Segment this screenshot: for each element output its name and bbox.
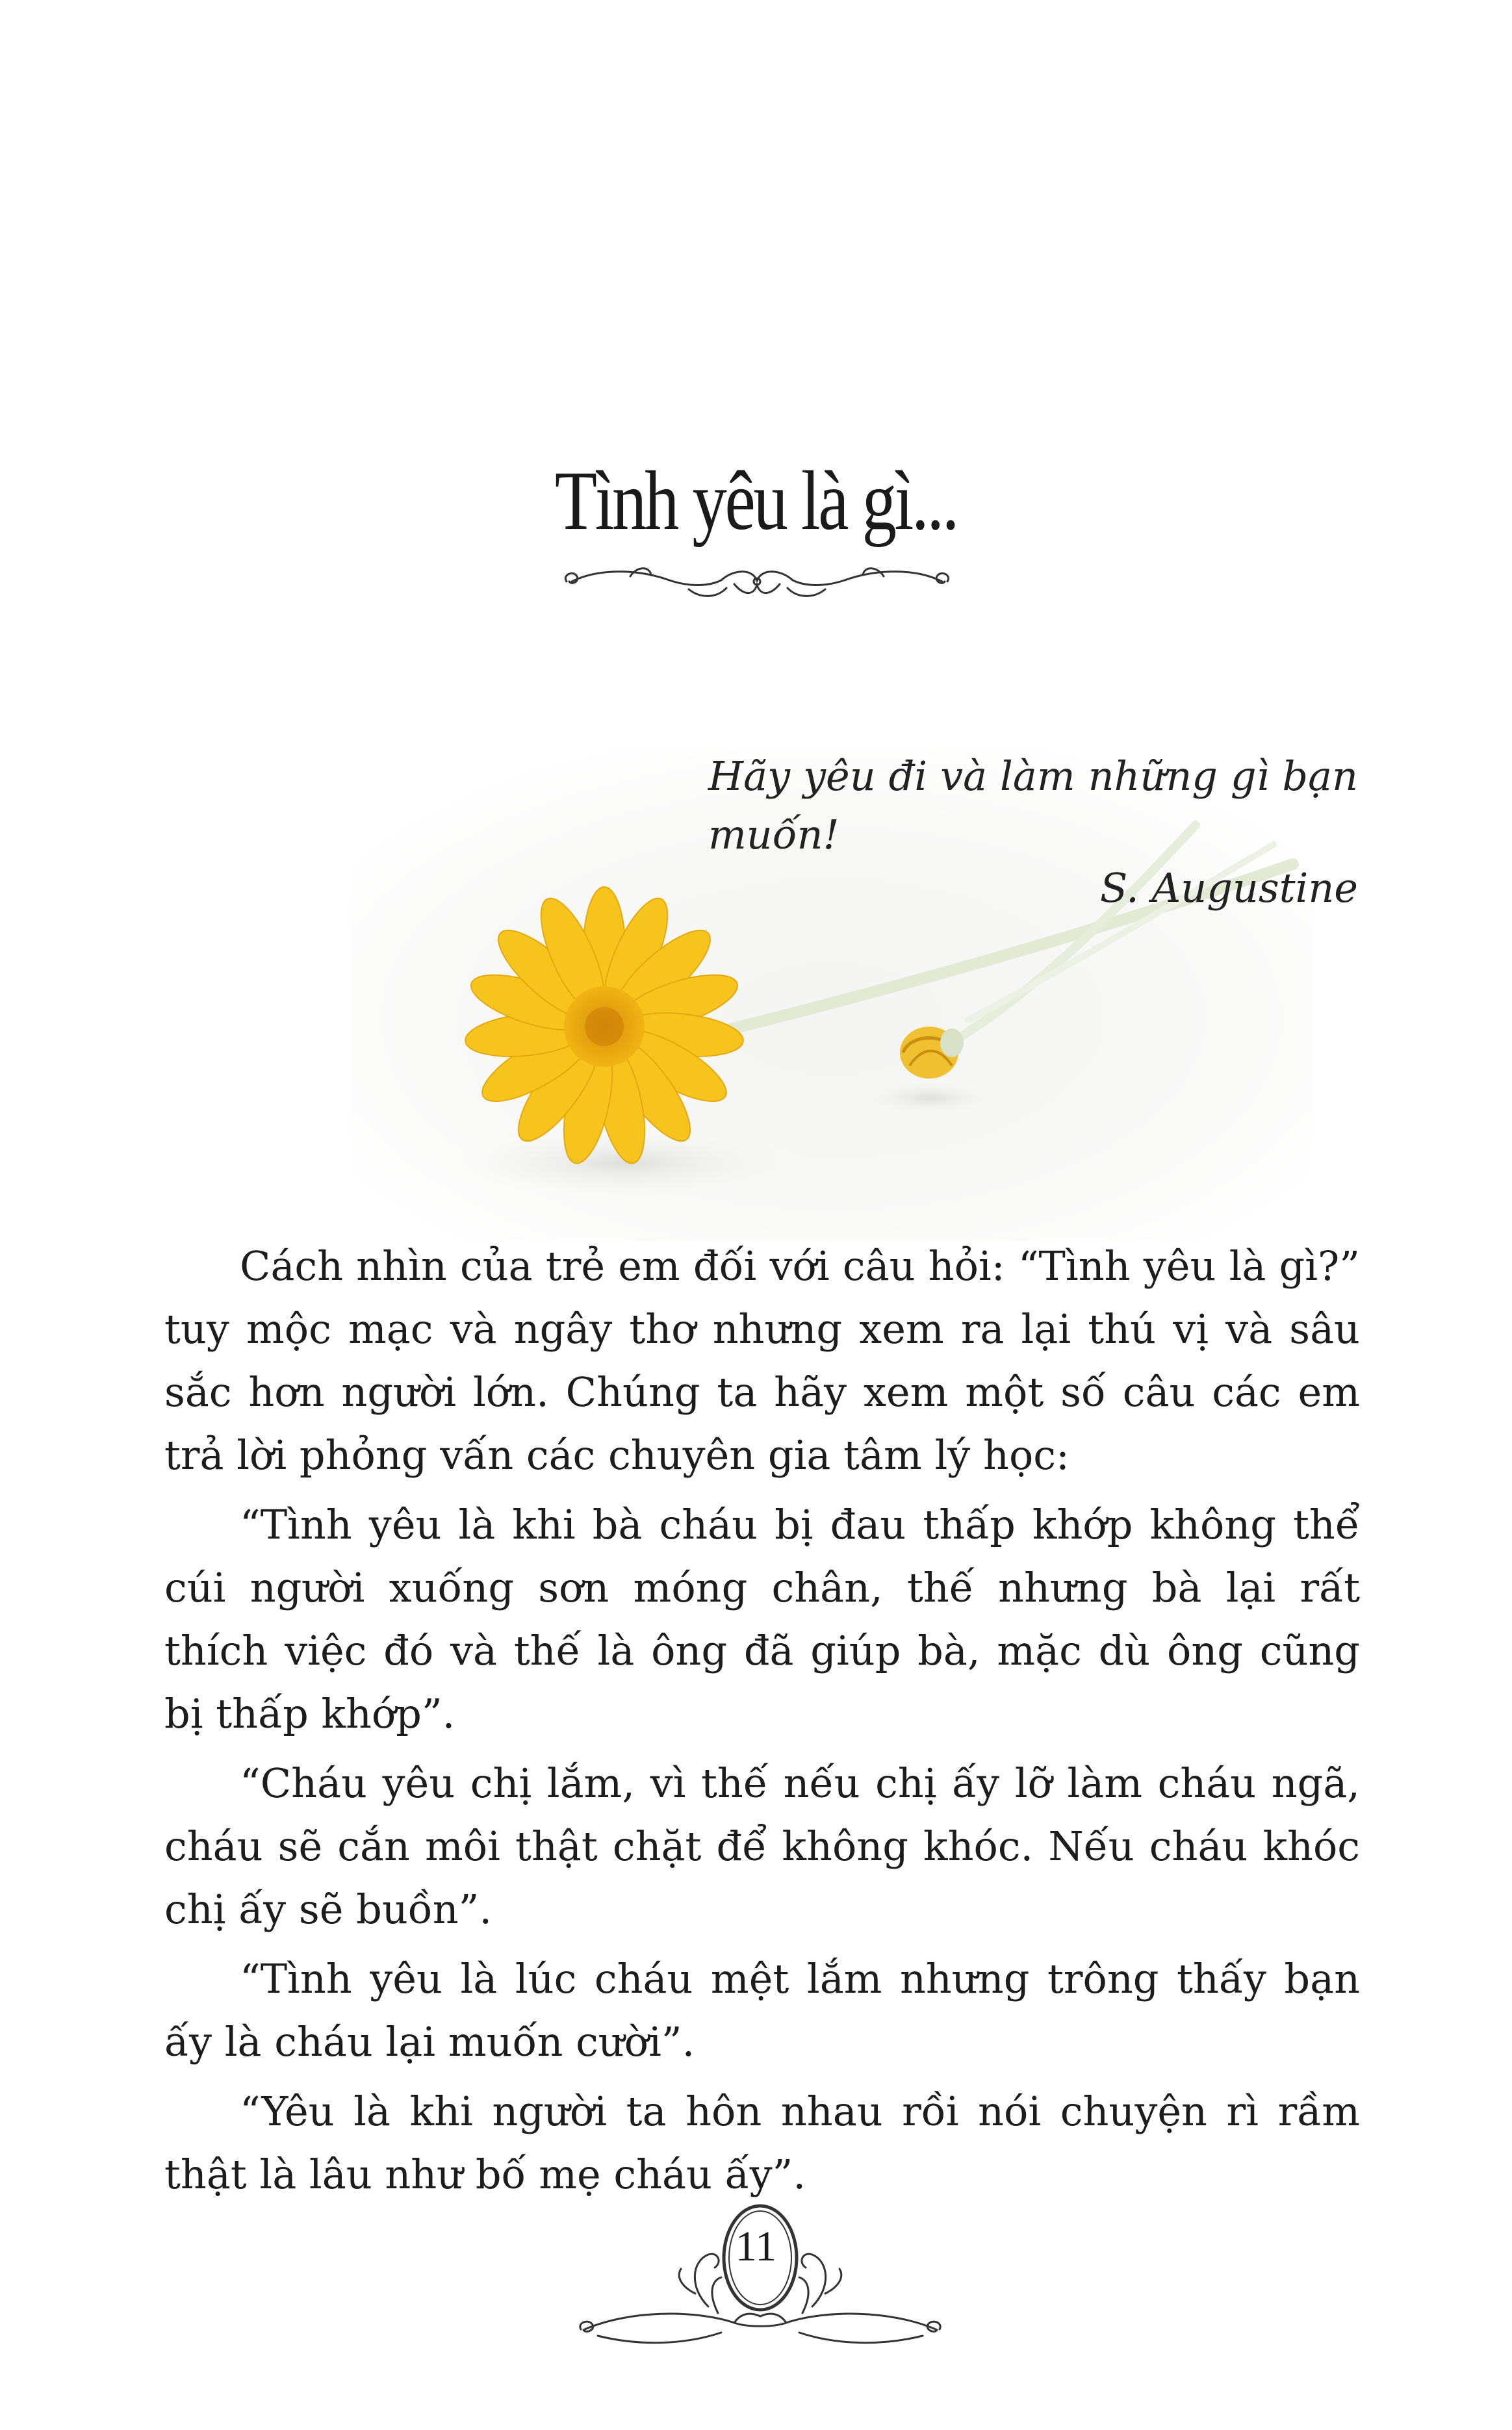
page-title: Tình yêu là gì... bbox=[554, 454, 958, 548]
paragraph: Cách nhìn của trẻ em đối với câu hỏi: “Tình yêu là gì?” tuy mộc mạc và ngây thơ nhưng xem ra lại thú vị và sâu sắc hơn người lớn. Chúng ta hãy xem một số câu các em trả lời phỏng vấn các chuyên gia tâm lý học: bbox=[164, 1242, 1360, 1479]
paragraph: “Tình yêu là lúc cháu mệt lắm nhưng trông thấy bạn ấy là cháu lại muốn cười”. bbox=[164, 1955, 1360, 2066]
paragraph: “Cháu yêu chị lắm, vì thế nếu chị ấy lỡ làm cháu ngã, cháu sẽ cắn môi thật chặt để không khóc. Nếu cháu khóc chị ấy sẽ buồn”. bbox=[164, 1759, 1360, 1933]
title-flourish-ornament bbox=[559, 556, 955, 608]
paragraph: “Tình yêu là khi bà cháu bị đau thấp khớp không thể cúi người xuống sơn móng chân, thế nhưng bà lại rất thích việc đó và thế là ông đã giúp bà, mặc dù ông cũng bị thấp khớp”. bbox=[164, 1501, 1360, 1737]
page-number: 11 bbox=[735, 2223, 777, 2270]
page-number-ornament bbox=[578, 2190, 942, 2359]
epigraph-quote: Hãy yêu đi và làm những gì bạn muốn! bbox=[708, 752, 1358, 858]
body-text bbox=[164, 1234, 1360, 2212]
paragraph: “Yêu là khi người ta hôn nhau rồi nói chuyện rì rầm thật là lâu như bố mẹ cháu ấy”. bbox=[164, 2088, 1360, 2198]
epigraph-author: S. Augustine bbox=[1099, 864, 1358, 912]
